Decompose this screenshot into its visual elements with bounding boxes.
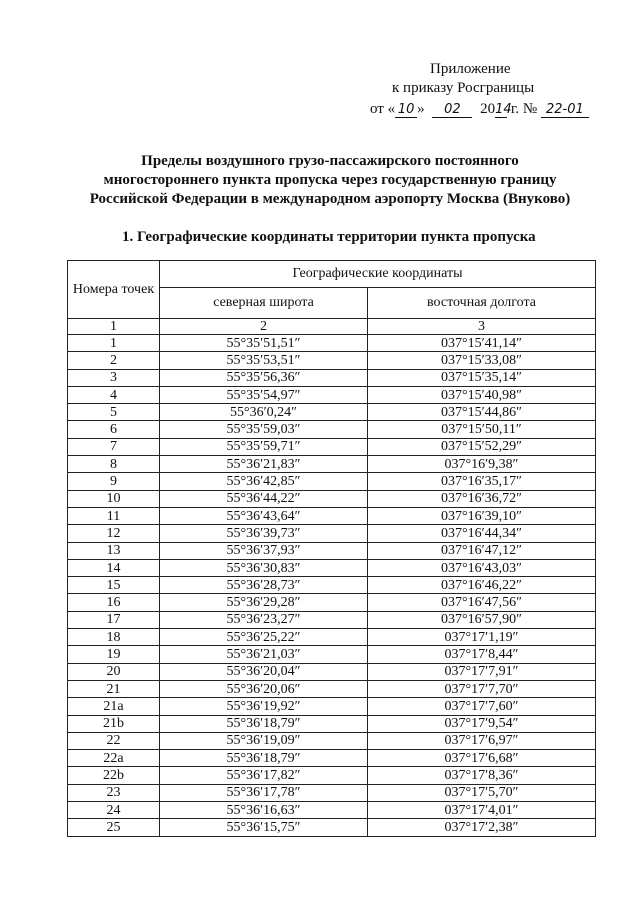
table-row (68, 577, 596, 594)
point-number: 17 (68, 611, 160, 628)
point-number: 8 (68, 456, 160, 473)
table-row (68, 767, 596, 784)
latitude-cell: 55°36′29,28″ (160, 594, 368, 611)
latitude-cell: 55°36′0,24″ (160, 404, 368, 421)
point-number: 12 (68, 525, 160, 542)
longitude-cell: 037°16′36,72″ (368, 490, 596, 507)
longitude-cell: 037°15′44,86″ (368, 404, 596, 421)
date-day: 10 (395, 103, 417, 118)
longitude-cell: 037°15′41,14″ (368, 335, 596, 352)
date-quote-close: » (417, 101, 425, 117)
latitude-cell: 55°36′21,83″ (160, 456, 368, 473)
point-number: 7 (68, 438, 160, 455)
point-number: 19 (68, 646, 160, 663)
longitude-cell: 037°17′7,91″ (368, 663, 596, 680)
point-number: 9 (68, 473, 160, 490)
latitude-cell: 55°36′15,75″ (160, 819, 368, 836)
point-number: 25 (68, 819, 160, 836)
longitude-cell: 037°16′43,03″ (368, 559, 596, 576)
table-row (68, 750, 596, 767)
table-row (68, 473, 596, 490)
table-row (68, 456, 596, 473)
point-number: 11 (68, 507, 160, 524)
longitude-cell: 037°17′2,38″ (368, 819, 596, 836)
longitude-cell: 037°17′7,60″ (368, 698, 596, 715)
point-number: 5 (68, 404, 160, 421)
date-prefix: от « (370, 101, 396, 117)
table-row (68, 525, 596, 542)
table-row (68, 542, 596, 559)
longitude-cell: 037°16′39,10″ (368, 507, 596, 524)
longitude-cell: 037°16′47,12″ (368, 542, 596, 559)
point-number: 6 (68, 421, 160, 438)
table-row (68, 646, 596, 663)
latitude-cell: 55°36′39,73″ (160, 525, 368, 542)
coordinates-table (67, 260, 596, 837)
longitude-cell: 037°16′9,38″ (368, 456, 596, 473)
latitude-cell: 55°35′53,51″ (160, 352, 368, 369)
table-row (68, 404, 596, 421)
longitude-cell: 037°17′7,70″ (368, 680, 596, 697)
table-row (68, 490, 596, 507)
date-year-prefix: 20 (480, 101, 496, 117)
longitude-cell: 037°17′6,68″ (368, 750, 596, 767)
point-number: 4 (68, 386, 160, 403)
latitude-cell: 55°35′59,71″ (160, 438, 368, 455)
header-points: Номера точек (68, 261, 160, 319)
latitude-cell: 55°36′19,09″ (160, 732, 368, 749)
latitude-cell: 55°36′18,79″ (160, 750, 368, 767)
latitude-cell: 55°36′19,92″ (160, 698, 368, 715)
table-row (68, 715, 596, 732)
date-year-word: г. № (510, 101, 538, 117)
latitude-cell: 55°36′37,93″ (160, 542, 368, 559)
latitude-cell: 55°35′54,97″ (160, 386, 368, 403)
date-month: 02 (432, 103, 472, 118)
latitude-cell: 55°36′23,27″ (160, 611, 368, 628)
column-number: 2 (160, 319, 368, 335)
table-row (68, 507, 596, 524)
latitude-cell: 55°36′17,82″ (160, 767, 368, 784)
point-number: 18 (68, 629, 160, 646)
latitude-cell: 55°35′59,03″ (160, 421, 368, 438)
longitude-cell: 037°17′1,19″ (368, 629, 596, 646)
order-reference: к приказу Росграницы (392, 80, 535, 96)
point-number: 22 (68, 732, 160, 749)
order-number: 22-01 (541, 103, 589, 118)
table-row (68, 594, 596, 611)
point-number: 15 (68, 577, 160, 594)
point-number: 3 (68, 369, 160, 386)
point-number: 20 (68, 663, 160, 680)
latitude-cell: 55°36′20,06″ (160, 680, 368, 697)
table-row (68, 802, 596, 819)
longitude-cell: 037°15′35,14″ (368, 369, 596, 386)
table-row (68, 352, 596, 369)
latitude-cell: 55°36′16,63″ (160, 802, 368, 819)
column-number: 1 (68, 319, 160, 335)
table-row (68, 559, 596, 576)
latitude-cell: 55°36′28,73″ (160, 577, 368, 594)
longitude-cell: 037°15′33,08″ (368, 352, 596, 369)
date-year-suffix: 14 (495, 102, 512, 117)
latitude-cell: 55°36′25,22″ (160, 629, 368, 646)
point-number: 13 (68, 542, 160, 559)
table-row (68, 663, 596, 680)
section-title: 1. Географические координаты территории пункта пропуска (122, 229, 536, 245)
table-row (68, 611, 596, 628)
point-number: 14 (68, 559, 160, 576)
table-row (68, 421, 596, 438)
latitude-cell: 55°36′21,03″ (160, 646, 368, 663)
document-title (60, 152, 600, 209)
table-row (68, 369, 596, 386)
point-number: 2 (68, 352, 160, 369)
point-number: 16 (68, 594, 160, 611)
title-line-1: Пределы воздушного грузо-пассажирского постоянного (141, 153, 519, 169)
point-number: 22a (68, 750, 160, 767)
point-number: 21 (68, 680, 160, 697)
point-number: 1 (68, 335, 160, 352)
latitude-cell: 55°36′17,78″ (160, 784, 368, 801)
latitude-cell: 55°35′51,51″ (160, 335, 368, 352)
latitude-cell: 55°36′43,64″ (160, 507, 368, 524)
table-row (68, 698, 596, 715)
longitude-cell: 037°16′47,56″ (368, 594, 596, 611)
longitude-cell: 037°15′50,11″ (368, 421, 596, 438)
longitude-cell: 037°16′57,90″ (368, 611, 596, 628)
table-row (68, 438, 596, 455)
point-number: 10 (68, 490, 160, 507)
appendix-label: Приложение (430, 61, 511, 77)
point-number: 23 (68, 784, 160, 801)
table-row (68, 784, 596, 801)
longitude-cell: 037°16′44,34″ (368, 525, 596, 542)
table-row (68, 386, 596, 403)
header-latitude: северная широта (160, 288, 368, 319)
longitude-cell: 037°17′9,54″ (368, 715, 596, 732)
table-body (68, 335, 596, 837)
longitude-cell: 037°16′46,22″ (368, 577, 596, 594)
latitude-cell: 55°36′44,22″ (160, 490, 368, 507)
longitude-cell: 037°17′4,01″ (368, 802, 596, 819)
header-longitude: восточная долгота (368, 288, 596, 319)
title-line-2: многостороннего пункта пропуска через государственную границу (103, 172, 557, 188)
table-row (68, 819, 596, 836)
point-number: 21a (68, 698, 160, 715)
title-line-3: Российской Федерации в международном аэропорту Москва (Внуково) (89, 191, 571, 207)
longitude-cell: 037°17′6,97″ (368, 732, 596, 749)
latitude-cell: 55°35′56,36″ (160, 369, 368, 386)
longitude-cell: 037°16′35,17″ (368, 473, 596, 490)
latitude-cell: 55°36′20,04″ (160, 663, 368, 680)
point-number: 21b (68, 715, 160, 732)
order-date-number (370, 100, 589, 119)
longitude-cell: 037°17′5,70″ (368, 784, 596, 801)
longitude-cell: 037°17′8,44″ (368, 646, 596, 663)
latitude-cell: 55°36′30,83″ (160, 559, 368, 576)
table-row (68, 732, 596, 749)
latitude-cell: 55°36′42,85″ (160, 473, 368, 490)
table-row (68, 335, 596, 352)
column-number: 3 (368, 319, 596, 335)
longitude-cell: 037°15′52,29″ (368, 438, 596, 455)
header-coordinates: Географические координаты (160, 261, 596, 288)
point-number: 24 (68, 802, 160, 819)
longitude-cell: 037°17′8,36″ (368, 767, 596, 784)
latitude-cell: 55°36′18,79″ (160, 715, 368, 732)
table-row (68, 629, 596, 646)
table-row (68, 680, 596, 697)
point-number: 22b (68, 767, 160, 784)
longitude-cell: 037°15′40,98″ (368, 386, 596, 403)
